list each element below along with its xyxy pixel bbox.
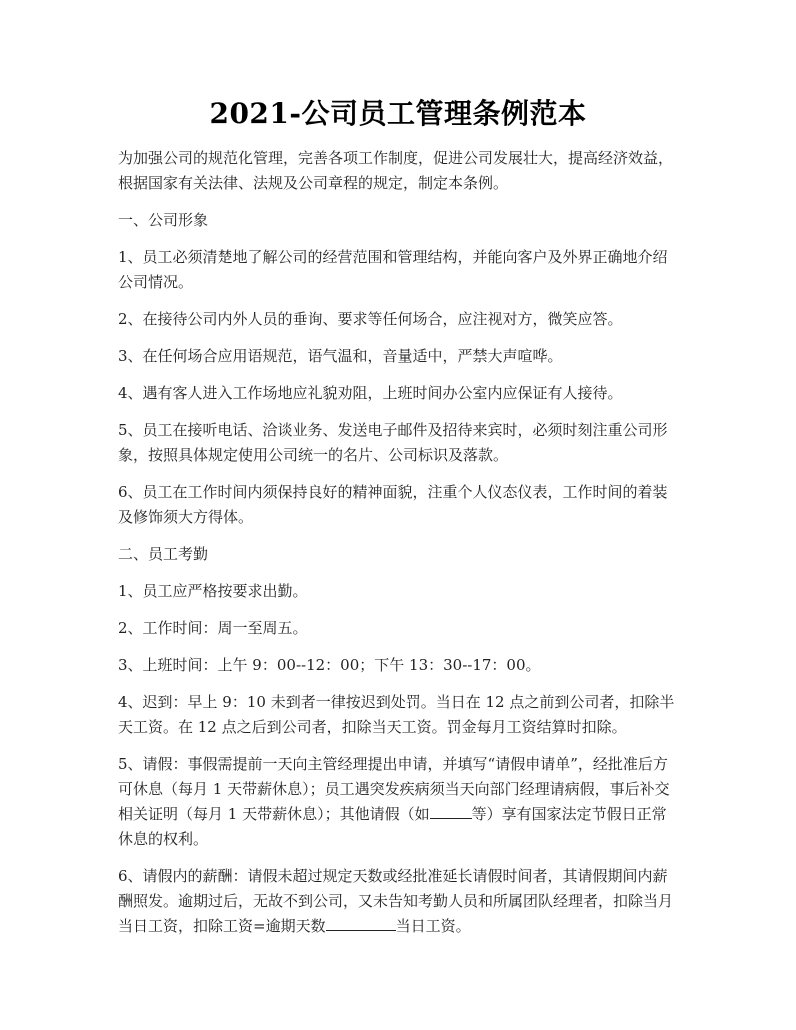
document-body <box>118 146 680 951</box>
section1-item-2: 2、在接待公司内外人员的垂询、要求等任何场合，应注视对方，微笑应答。 <box>118 310 623 328</box>
fill-in-blank <box>430 804 472 819</box>
section2-item-5 <box>118 752 680 852</box>
item6-text-before-blank: 6、请假内的薪酬：请假未超过规定天数或经批准延长请假时间者，其请假期间内薪酬照发。逾期过后，无故不到公司，又未告知考勤人员和所属团队经理者，扣除当月当日工资，扣除工资=逾期天数 <box>118 867 674 935</box>
section-heading-company-image: 一、公司形象 <box>118 211 209 229</box>
section2-item-3: 3、上班时间：上午 9：00--12：00；下午 13：30--17：00。 <box>118 656 541 674</box>
section2-item-2: 2、工作时间：周一至周五。 <box>118 619 308 637</box>
section2-item-4: 4、迟到：早上 9：10 未到者一律按迟到处罚。当日在 12 点之前到公司者，扣除半天工资。在 12 点之后到公司者，扣除当天工资。罚金每月工资结算时扣除。 <box>118 693 675 736</box>
section2-item-1: 1、员工应严格按要求出勤。 <box>118 582 308 600</box>
section1-item-5: 5、员工在接听电话、洽谈业务、发送电子邮件及招待来宾时，必须时刻注重公司形象，按照具体规定使用公司统一的名片、公司标识及落款。 <box>118 421 668 464</box>
section1-item-4: 4、遇有客人进入工作场地应礼貌劝阻，上班时间办公室内应保证有人接待。 <box>118 384 623 402</box>
section1-item-1: 1、员工必须清楚地了解公司的经营范围和管理结构，并能向客户及外界正确地介绍公司情况。 <box>118 248 668 291</box>
section1-item-3: 3、在任何场合应用语规范，语气温和，音量适中，严禁大声喧哗。 <box>118 347 563 365</box>
fill-in-blank <box>326 916 396 931</box>
item5-text-before-blank: 5、请假：事假需提前一天向主管经理提出申请，并填写“请假申请单”，经批准后方可休息（每月 1 天带薪休息）；员工遇突发疾病须当天向部门经理请病假，事后补交相关证明（每月 1 天带薪休息）；其他请假（如 <box>118 755 670 823</box>
item5-text-after-blank: 等）享有国家法定节假日正常休息的权利。 <box>118 805 667 848</box>
intro-paragraph: 为加强公司的规范化管理，完善各项工作制度，促进公司发展壮大，提高经济效益，根据国家有关法律、法规及公司章程的规定，制定本条例。 <box>118 149 674 192</box>
section2-item-6 <box>118 864 680 939</box>
section1-item-6: 6、员工在工作时间内须保持良好的精神面貌，注重个人仪态仪表，工作时间的着装及修饰须大方得体。 <box>118 483 668 526</box>
section-heading-attendance: 二、员工考勤 <box>118 545 209 563</box>
item6-text-after-blank: 当日工资。 <box>395 917 471 935</box>
document-title: 2021-公司员工管理条例范本 <box>209 97 587 130</box>
